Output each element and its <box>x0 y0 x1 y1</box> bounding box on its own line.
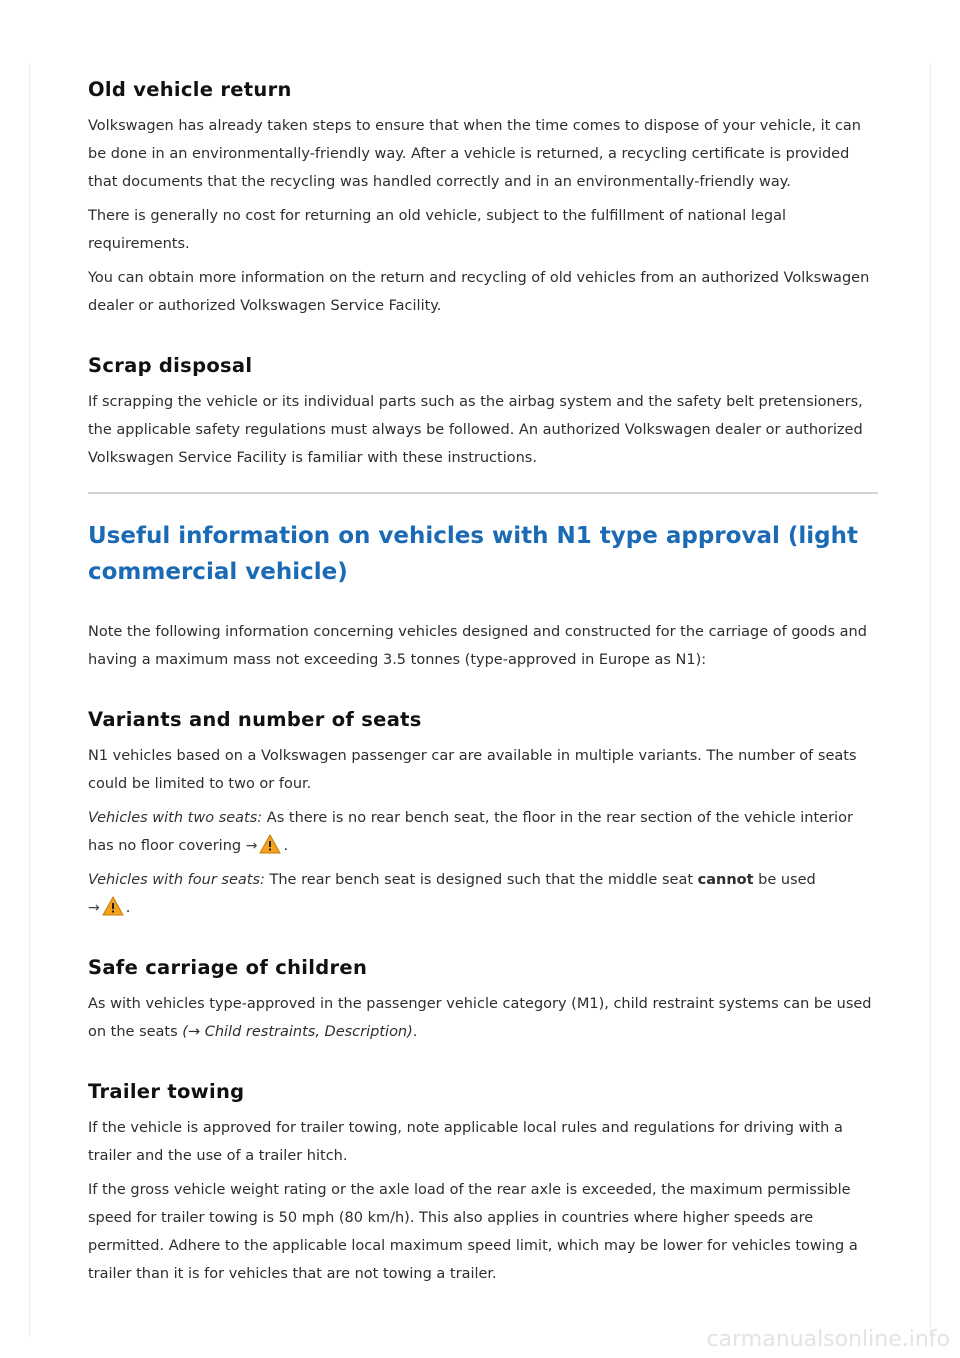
paragraph: Note the following information concerning vehicles designed and constructed for the carriage of goods and having a maximum mass not exceeding 3.5 tonnes (type-approved in Europe as N1): <box>88 624 867 668</box>
label-two-seats: Vehicles with two seats: <box>88 810 263 826</box>
paragraph: N1 vehicles based on a Volkswagen passenger car are available in multiple variants. The number of seats could be limited to two or four. <box>88 748 857 792</box>
text-two-seats: As there is no rear bench seat, the floor in the rear section of the vehicle interior has no floor covering <box>88 810 853 854</box>
section-title-children: Safe carriage of children <box>88 956 368 979</box>
paragraph-children: As with vehicles type-approved in the passenger vehicle category (M1), child restraint systems can be used on the seats (→ Child restraints, Description). <box>88 996 872 1040</box>
paragraph: You can obtain more information on the return and recycling of old vehicles from an authorized Volkswagen dealer or authorized Volkswagen Service Facility. <box>88 270 870 314</box>
paragraph: If scrapping the vehicle or its individual parts such as the airbag system and the safety belt pretensioners, the applicable safety regulations must always be followed. An authorized Volkswagen dealer or authorized Volkswagen Service Facility is familiar with these instructions. <box>88 394 863 466</box>
section-title-scrap-disposal: Scrap disposal <box>88 354 253 377</box>
paragraph-two-seats: Vehicles with two seats: As there is no rear bench seat, the floor in the rear section of the vehicle interior has no floor covering → . <box>88 810 853 854</box>
paragraph: If the vehicle is approved for trailer towing, note applicable local rules and regulations for driving with a trailer and the use of a trailer hitch. <box>88 1120 843 1164</box>
paragraph-four-seats: Vehicles with four seats: The rear bench seat is designed such that the middle seat cannot be used → . <box>88 872 816 916</box>
label-four-seats: Vehicles with four seats: <box>88 872 265 888</box>
warning-triangle-icon <box>102 896 124 916</box>
section-title-variants: Variants and number of seats <box>88 708 422 731</box>
manual-page <box>88 74 878 1294</box>
emphasis-cannot: cannot <box>697 872 754 888</box>
cross-reference-link[interactable] <box>246 838 284 854</box>
arrow-right-icon: → <box>88 900 100 916</box>
paragraph: There is generally no cost for returning an old vehicle, subject to the fulfillment of national legal requirements. <box>88 208 787 252</box>
cross-reference-child-restraints[interactable]: (→ Child restraints, Description) <box>182 1024 413 1040</box>
chapter-title-n1: Useful information on vehicles with N1 type approval (light commercial vehicle) <box>88 523 858 585</box>
warning-triangle-icon <box>259 834 281 854</box>
paragraph: Volkswagen has already taken steps to ensure that when the time comes to dispose of your vehicle, it can be done in an environmentally-friendly way. After a vehicle is returned, a recycling certificate is provided that documents that the recycling was handled correctly and in an environmentally-friendly way. <box>88 118 861 190</box>
page-border-left <box>29 62 30 1337</box>
footer-watermark: carmanualsonline.info <box>706 1327 950 1352</box>
cross-reference-link[interactable] <box>88 900 126 916</box>
page-border-right <box>930 62 931 1337</box>
paragraph: If the gross vehicle weight rating or the axle load of the rear axle is exceeded, the maximum permissible speed for trailer towing is 50 mph (80 km/h). This also applies in countries where higher speeds are permitted. Adhere to the applicable local maximum speed limit, which may be lower for vehicles towing a trailer than it is for vehicles that are not towing a trailer. <box>88 1182 858 1282</box>
section-title-old-vehicle-return: Old vehicle return <box>88 78 292 101</box>
arrow-right-icon: → <box>245 838 258 854</box>
section-divider <box>88 492 878 494</box>
section-title-trailer-towing: Trailer towing <box>88 1080 245 1103</box>
